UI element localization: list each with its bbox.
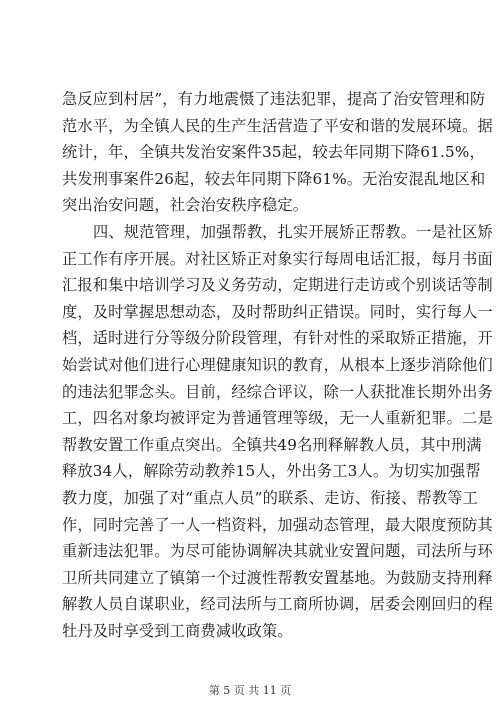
text-line: 急反应到村居”，有力地震慑了违法犯罪，提高了治安管理和防	[62, 90, 486, 108]
text-line: 教力度，加强了对“重点人员”的联系、走访、衔接、帮教等工	[62, 488, 479, 507]
text-line: 牡丹及时享受到工商费减收政策。	[62, 621, 293, 640]
body-text	[62, 86, 494, 644]
text-line: 汇报和集中培训学习及义务劳动，定期进行走访或个别谈话等制	[62, 276, 493, 295]
text-line: 档，适时进行分等级分阶段管理，有针对性的采取矫正措施，开	[62, 329, 493, 348]
text-line: 作，同时完善了一人一档资料，加强动态管理，最大限度预防其	[62, 515, 493, 534]
text-line: 度，及时掌握思想动态，及时帮助纠正错误。同时，实行每人一	[62, 302, 493, 321]
text-line: 始尝试对他们进行心理健康知识的教育，从根本上逐步消除他们	[62, 355, 493, 374]
text-line: 释放34人，解除劳动教养15人，外出务工3人。为切实加强帮	[62, 462, 481, 481]
text-line: 工，四名对象均被评定为普通管理等级，无一人重新犯罪。二是	[62, 409, 493, 428]
text-line: 共发刑事案件26起，较去年同期下降61%。无治安混乱地区和	[62, 169, 486, 188]
text-line: 重新违法犯罪。为尽可能协调解决其就业安置问题，司法所与环	[62, 542, 493, 561]
text-line: 解教人员自谋职业，经司法所与工商所协调，居委会刚回归的程	[62, 595, 493, 614]
text-line: 正工作有序开展。对社区矫正对象实行每周电话汇报，每月书面	[62, 249, 493, 268]
text-line: 卫所共同建立了镇第一个过渡性帮教安置基地。为鼓励支持刑释	[62, 568, 493, 587]
text-line: 突出治安问题，社会治安秩序稳定。	[62, 196, 309, 215]
text-line: 帮教安置工作重点突出。全镇共49名刑释解教人员，其中刑满	[62, 435, 482, 454]
text-line: 的违法犯罪念头。目前，经综合评议，除一人获批准长期外出务	[62, 382, 493, 401]
page-footer: 第 5 页 共 11 页	[208, 684, 292, 697]
text-line: 四、规范管理，加强帮教，扎实开展矫正帮教。一是社区矫	[93, 222, 494, 241]
text-line: 范水平，为全镇人民的生产生活营造了平安和谐的发展环境。据	[62, 116, 493, 135]
text-line: 统计，年，全镇共发治安案件35起，较去年同期下降61.5%，	[62, 143, 485, 162]
